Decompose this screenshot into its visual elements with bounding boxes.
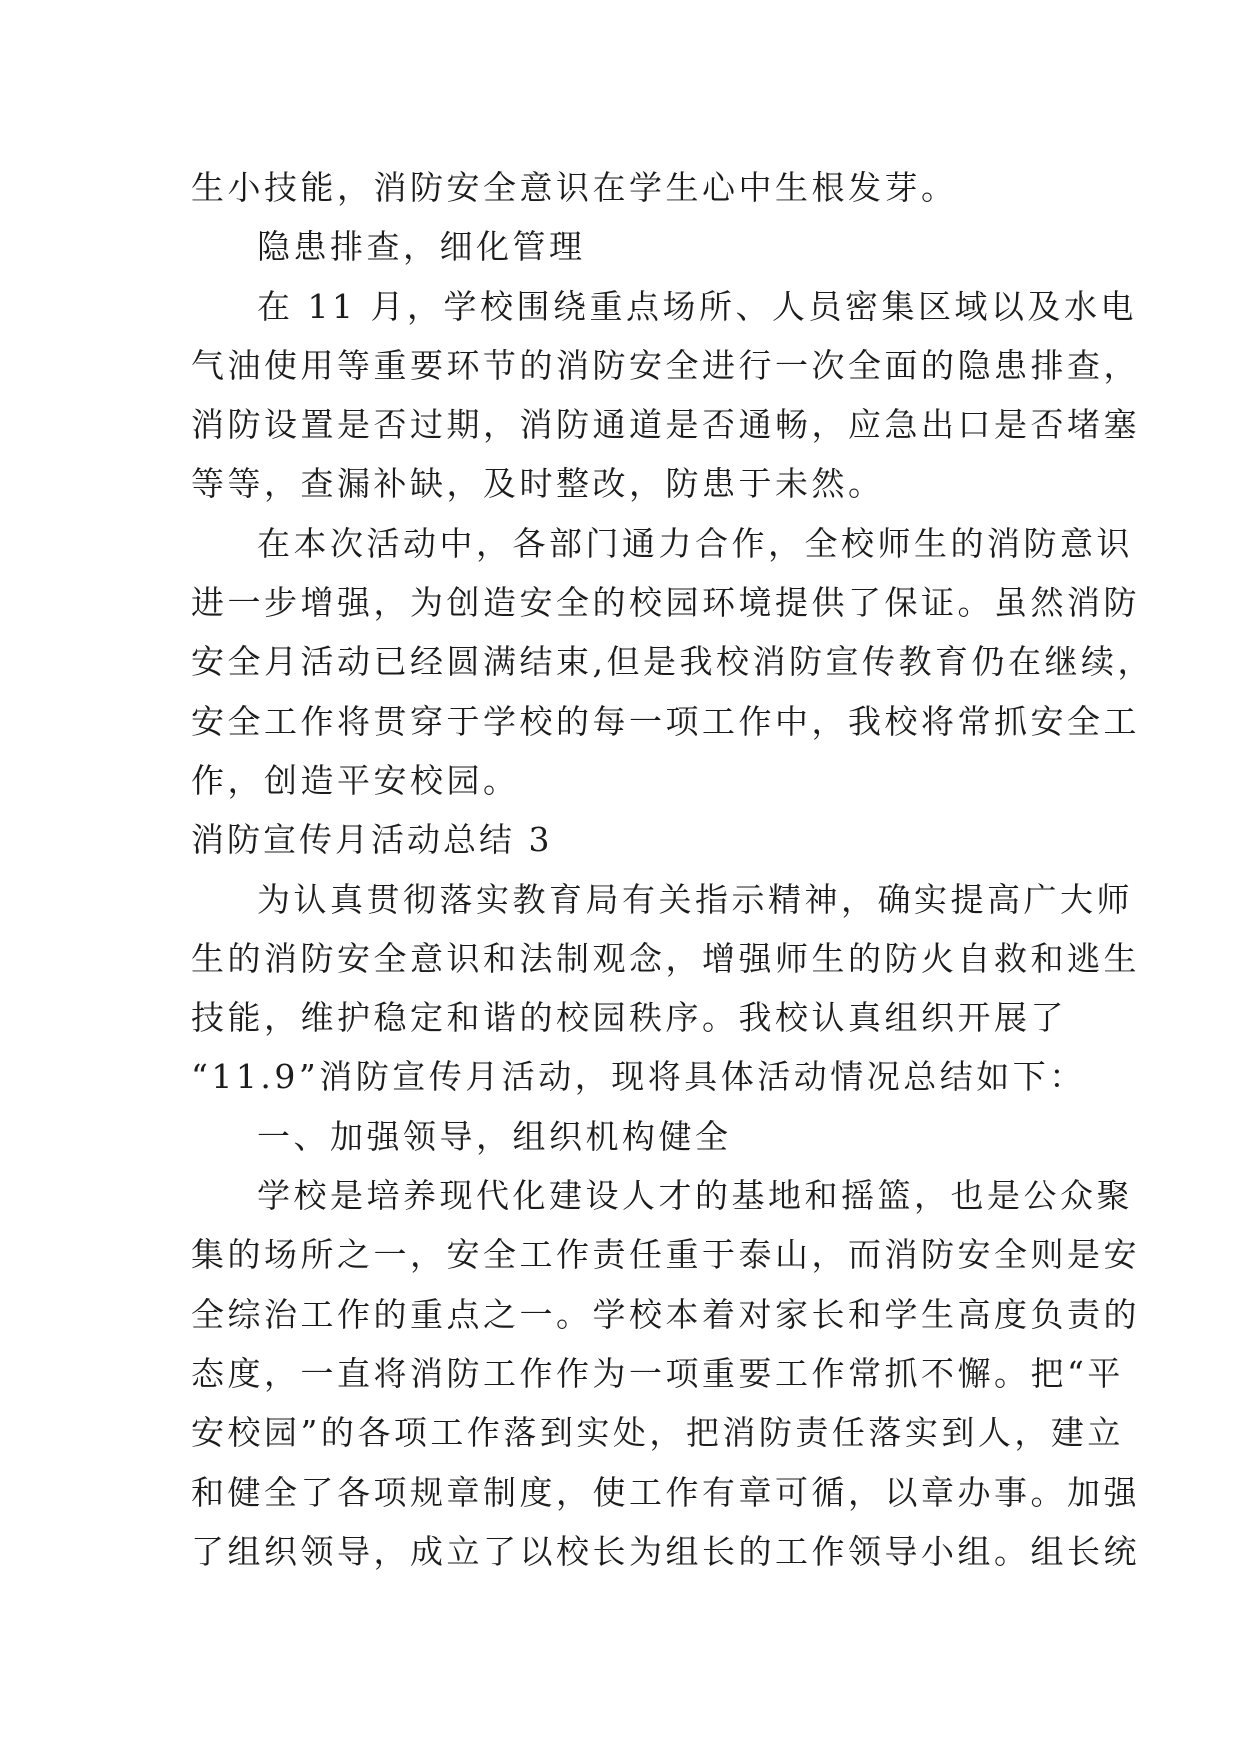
text-line: “11.9”消防宣传月活动，现将具体活动情况总结如下： (191, 1057, 1086, 1097)
text-line: 消防设置是否过期，消防通道是否通畅，应急出口是否堵塞 (191, 405, 1140, 445)
document-body (191, 158, 1154, 1581)
document-title: 消防宣传月活动总结 3 (191, 820, 553, 860)
text-line: 集的场所之一，安全工作责任重于泰山，而消防安全则是安 (191, 1235, 1140, 1275)
text-line: 态度，一直将消防工作作为一项重要工作常抓不懈。把“平 (191, 1353, 1124, 1393)
text-line: 等等，查漏补缺，及时整改，防患于未然。 (191, 464, 885, 504)
section-heading: 一、加强领导，组织机构健全 (257, 1116, 732, 1156)
text-line: 安全工作将贯穿于学校的每一项工作中，我校将常抓安全工 (191, 701, 1140, 741)
text-line: 安全月活动已经圆满结束,但是我校消防宣传教育仍在继续， (191, 642, 1154, 682)
section-heading: 隐患排查，细化管理 (257, 227, 586, 267)
text-line: 在本次活动中，各部门通力合作，全校师生的消防意识 (257, 523, 1133, 563)
text-line: 了组织领导，成立了以校长为组长的工作领导小组。组长统 (191, 1531, 1140, 1571)
text-line: 安校园”的各项工作落到实处，把消防责任落实到人，建立 (191, 1413, 1124, 1453)
text-line: 技能，维护稳定和谐的校园秩序。我校认真组织开展了 (191, 998, 1067, 1038)
text-line: 生小技能，消防安全意识在学生心中生根发芽。 (191, 168, 958, 207)
text-line: 全综治工作的重点之一。学校本着对家长和学生高度负责的 (191, 1294, 1140, 1334)
text-line: 在 11 月，学校围绕重点场所、人员密集区域以及水电 (257, 286, 1137, 326)
text-line: 气油使用等重要环节的消防安全进行一次全面的隐患排查， (191, 345, 1140, 385)
text-line: 作，创造平安校园。 (191, 760, 520, 800)
text-line: 为认真贯彻落实教育局有关指示精神，确实提高广大师 (257, 879, 1133, 919)
text-line: 和健全了各项规章制度，使工作有章可循，以章办事。加强 (191, 1472, 1140, 1512)
text-line: 生的消防安全意识和法制观念，增强师生的防火自救和逃生 (191, 938, 1140, 978)
text-line: 进一步增强，为创造安全的校园环境提供了保证。虽然消防 (191, 583, 1140, 623)
text-line: 学校是培养现代化建设人才的基地和摇篮，也是公众聚 (257, 1176, 1133, 1216)
